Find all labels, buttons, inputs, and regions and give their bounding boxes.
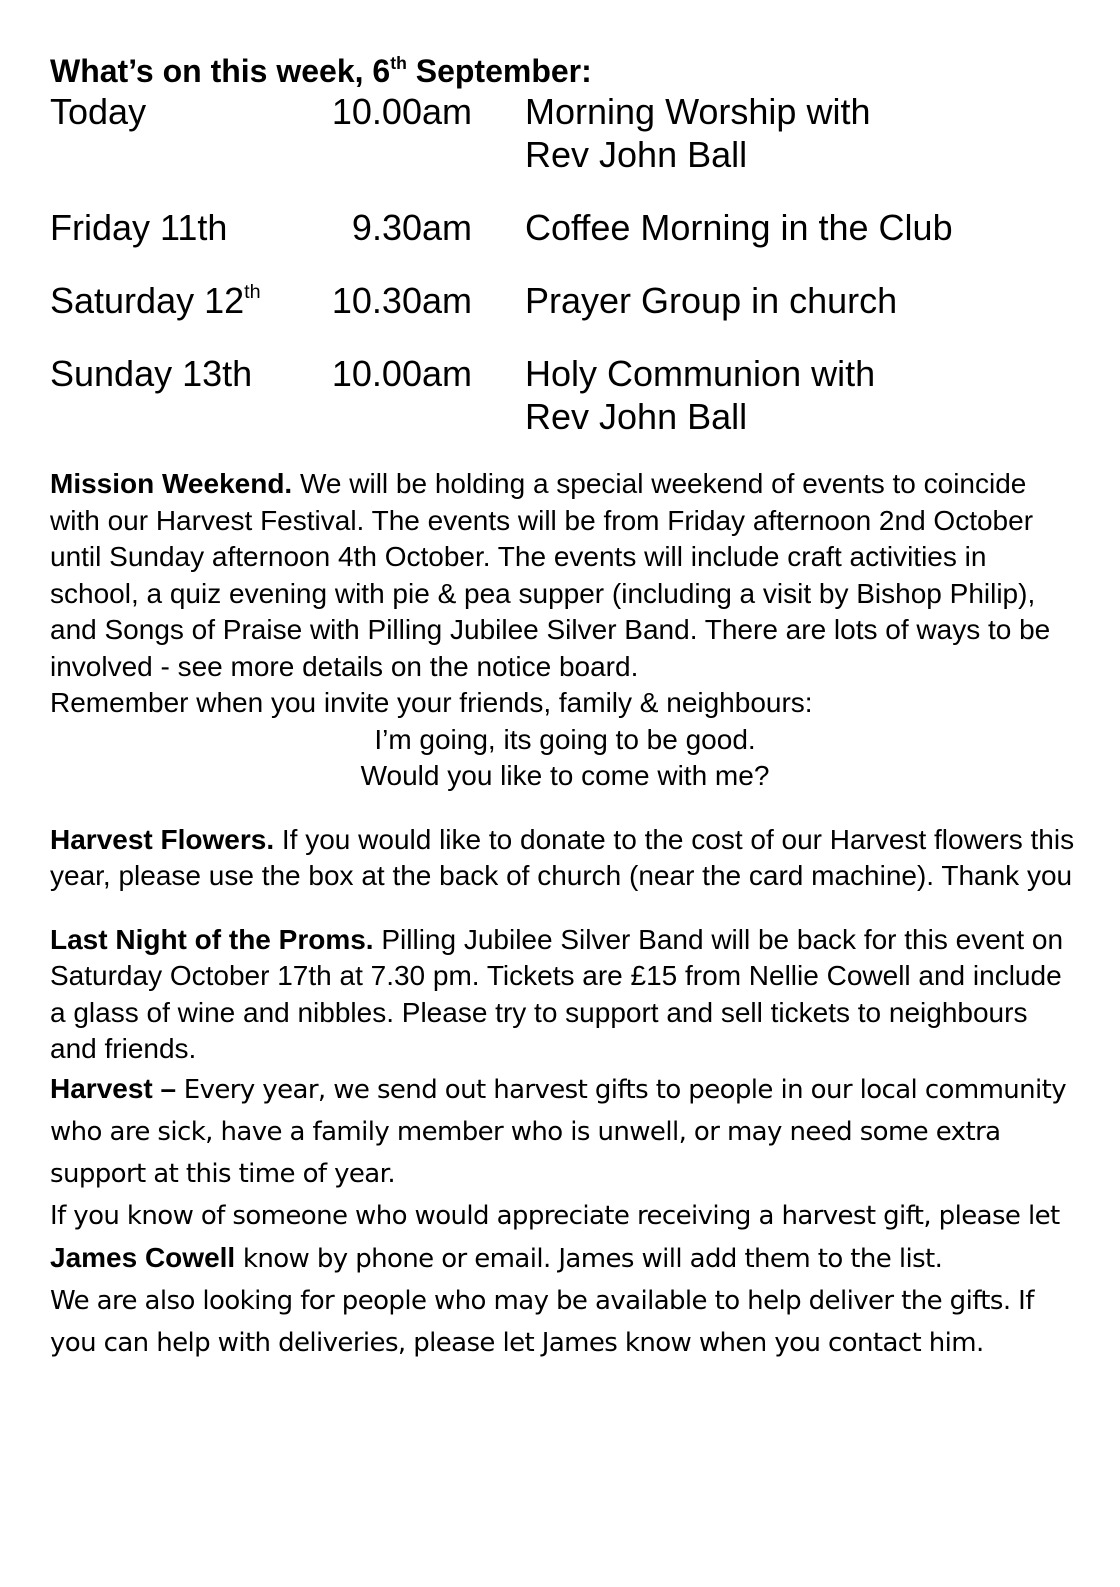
schedule-day: Saturday 12th bbox=[50, 280, 261, 321]
notice-harvest-flowers: Harvest Flowers. If you would like to donate to the cost of our Harvest flowers this year, please use the box at the back of church (near the card machine). Thank you bbox=[50, 823, 1075, 891]
schedule-day: Sunday 13th bbox=[50, 353, 253, 394]
notice-last-night-proms: Last Night of the Proms. Pilling Jubilee Silver Band will be back for this event on Saturday October 17th at 7.30 pm. Tickets are £15 from Nellie Cowell and include a glass of wine and nibbles. Please try to support and sell tickets to neighbours and friends. bbox=[50, 923, 1064, 1064]
notice-harvest: Harvest – Every year, we send out harvest gifts to people in our local community who are sick, have a family member who is unwell, or may need some extra support at this time of year. If you know of someone who would appreciate receiving a harvest gift, please let James Cowell know by phone or email. James will add them to the list. We are also looking for people who may be available to help deliver the gifts. If you can help with deliveries, please let James know when you contact him. bbox=[50, 1072, 1067, 1358]
mission-quote-line: Would you like to come with me? bbox=[360, 760, 770, 791]
schedule-time: 10.00am bbox=[331, 91, 472, 132]
mission-paragraph: Mission Weekend. We will be holding a special weekend of events to coincide with our Harvest Festival. The events will be from Friday afternoon 2nd October until Sunday afternoon 4th October. The events will include craft activities in school, a quiz evening with pie & pea supper (including a visit by Bishop Philip), and Songs of Praise with Pilling Jubilee Silver Band. There are lots of ways to be involved - see more details on the notice board. bbox=[50, 468, 1051, 682]
notice-title: Harvest – bbox=[50, 1072, 177, 1104]
schedule-event: Morning Worship with Rev John Ball bbox=[525, 91, 871, 175]
schedule-event: Holy Communion with Rev John Ball bbox=[525, 353, 876, 437]
schedule-event: Coffee Morning in the Club bbox=[525, 207, 953, 248]
schedule-time: 10.30am bbox=[331, 280, 472, 321]
mission-reminder: Remember when you invite your friends, family & neighbours: bbox=[50, 687, 813, 718]
notice-title: Last Night of the Proms. bbox=[50, 923, 374, 955]
schedule-time: 9.30am bbox=[351, 207, 472, 248]
schedule-day: Friday 11th bbox=[50, 207, 228, 248]
schedule-row bbox=[50, 90, 1080, 176]
contact-name: James Cowell bbox=[50, 1241, 236, 1273]
schedule-time: 10.00am bbox=[331, 353, 472, 394]
notice-title: Mission Weekend. bbox=[50, 468, 293, 499]
notice-title: Harvest Flowers. bbox=[50, 823, 275, 855]
schedule-event: Prayer Group in church bbox=[525, 280, 898, 321]
notices bbox=[50, 466, 1080, 1364]
newsletter-page bbox=[50, 52, 1080, 1364]
notice-mission-weekend bbox=[50, 466, 1080, 795]
mission-quote-line: I’m going, its going to be good. bbox=[374, 723, 756, 755]
schedule-row bbox=[50, 352, 1080, 438]
schedule bbox=[50, 90, 1080, 438]
schedule-day: Today bbox=[50, 91, 147, 132]
schedule-row bbox=[50, 206, 1080, 249]
page-title: What’s on this week, 6th September: bbox=[50, 52, 592, 89]
title-superscript: th bbox=[390, 52, 407, 73]
schedule-row bbox=[50, 279, 1080, 322]
